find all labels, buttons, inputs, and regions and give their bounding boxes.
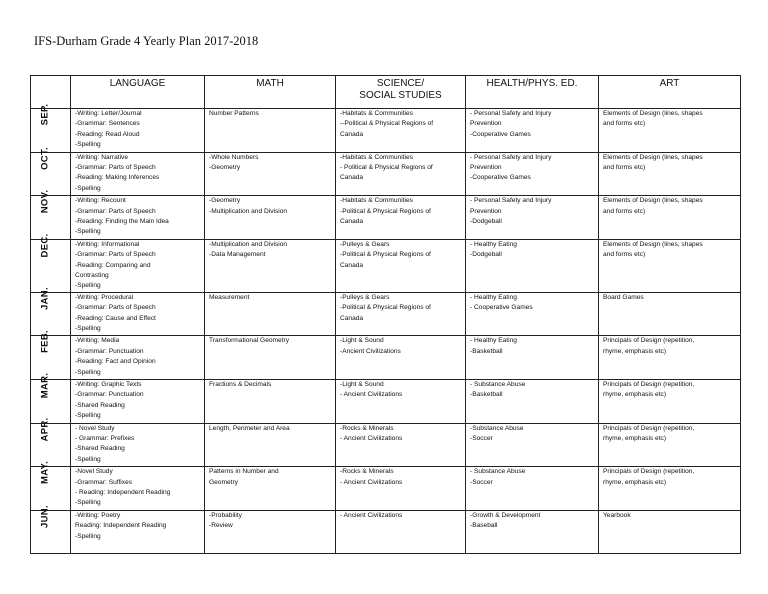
art-text: Elements of Design (lines, shapes and forms etc) <box>603 153 703 171</box>
language-cell <box>71 336 205 380</box>
language-text: -Writing: Letter/Journal -Grammar: Sentences -Reading: Read Aloud -Spelling <box>75 110 142 149</box>
art-cell <box>599 109 741 153</box>
month-cell <box>31 146 71 196</box>
month-cell <box>31 103 71 153</box>
month-cell <box>31 504 71 554</box>
language-cell <box>71 467 205 511</box>
art-text: Principals of Design (repetition, rhyme, emphasis etc) <box>603 337 695 355</box>
health-text: -Substance Abuse -Soccer <box>470 424 524 442</box>
art-text: Elements of Design (lines, shapes and forms etc) <box>603 110 703 128</box>
health-cell <box>466 196 599 240</box>
header-art: ART <box>599 76 741 109</box>
month-label: SEP. <box>39 103 51 126</box>
math-text: Transformational Geometry <box>209 337 290 345</box>
math-cell <box>205 109 336 153</box>
science-text: -Pulleys & Gears -Political & Physical Regions of Canada <box>340 240 431 269</box>
math-cell <box>205 196 336 240</box>
science-text: -Habitats & Communities -Political & Physical Regions of Canada <box>340 197 431 225</box>
month-label: OCT. <box>39 146 51 170</box>
art-cell <box>599 239 741 292</box>
art-cell <box>599 510 741 554</box>
language-text: -Writing: Poetry Reading: Independent Reading -Spelling <box>75 511 167 540</box>
art-cell <box>599 423 741 467</box>
language-text: -Writing: Procedural -Grammar: Parts of Speech -Reading: Cause and Effect -Spelling <box>75 293 156 333</box>
science-text: -Habitats & Communities --Political & Physical Regions of Canada <box>340 110 434 138</box>
art-cell <box>599 467 741 511</box>
month-label: APR. <box>39 417 51 442</box>
math-cell <box>205 336 336 380</box>
art-text: Board Games <box>603 293 644 301</box>
science-cell <box>336 239 466 292</box>
table-row <box>31 510 741 554</box>
math-text: Measurement <box>209 293 250 301</box>
language-text: -Writing: Narrative -Grammar: Parts of Speech -Reading: Making Inferences -Spelling <box>75 153 160 192</box>
table-row <box>31 152 741 196</box>
month-label: DEC. <box>39 233 51 258</box>
math-text: -Whole Numbers -Geometry <box>209 153 259 171</box>
table-row <box>31 109 741 153</box>
language-cell <box>71 196 205 240</box>
science-cell <box>336 336 466 380</box>
table-row <box>31 336 741 380</box>
science-text: -Rocks & Minerals - Ancient Civilizations <box>340 424 403 442</box>
math-text: -Multiplication and Division -Data Management <box>209 240 288 259</box>
science-cell <box>336 510 466 554</box>
math-cell <box>205 239 336 292</box>
art-cell <box>599 380 741 424</box>
math-cell <box>205 467 336 511</box>
math-text: -Geometry -Multiplication and Division <box>209 197 288 215</box>
language-text: -Writing: Graphic Texts -Grammar: Punctuation -Shared Reading -Spelling <box>75 381 144 420</box>
science-text: -Habitats & Communities - Political & Physical Regions of Canada <box>340 153 433 182</box>
math-text: Length, Perimeter and Area <box>209 424 290 432</box>
health-text: - Healthy Eating - Cooperative Games <box>470 293 533 312</box>
month-cell <box>31 286 71 336</box>
science-text: -Light & Sound - Ancient Civilizations <box>340 381 403 399</box>
health-text: - Personal Safety and Injury Prevention -Cooperative Games <box>470 153 552 182</box>
art-text: Elements of Design (lines, shapes and forms etc) <box>603 240 703 259</box>
health-cell <box>466 423 599 467</box>
health-cell <box>466 292 599 336</box>
language-cell <box>71 152 205 196</box>
math-text: Number Patterns <box>209 110 259 117</box>
language-cell <box>71 109 205 153</box>
language-cell <box>71 292 205 336</box>
art-cell <box>599 292 741 336</box>
language-cell <box>71 239 205 292</box>
health-text: - Substance Abuse -Soccer <box>470 468 526 486</box>
health-text: - Healthy Eating -Basketball <box>470 337 517 355</box>
language-text: -Writing: Media -Grammar: Punctuation -Reading: Fact and Opinion -Spelling <box>75 337 156 376</box>
language-text: -Novel Study -Grammar: Suffixes - Reading: Independent Reading -Spelling <box>75 468 171 507</box>
language-cell <box>71 423 205 467</box>
art-text: Principals of Design (repetition, rhyme, emphasis etc) <box>603 381 695 399</box>
header-science: SCIENCE/ SOCIAL STUDIES <box>336 76 466 109</box>
month-label: JAN. <box>39 286 51 310</box>
table-row <box>31 292 741 336</box>
month-cell <box>31 233 71 292</box>
math-text: -Probability -Review <box>209 511 242 530</box>
table-row <box>31 380 741 424</box>
language-text: -Writing: Informational -Grammar: Parts of Speech -Reading: Comparing and Contrasting -Spelling <box>75 240 156 290</box>
math-cell <box>205 510 336 554</box>
plan-body <box>31 103 741 554</box>
art-text: Elements of Design (lines, shapes and forms etc) <box>603 197 703 215</box>
month-label: JUN. <box>39 504 51 528</box>
month-label: FEB. <box>39 330 51 354</box>
health-cell <box>466 109 599 153</box>
math-text: Fractions & Decimals <box>209 381 272 388</box>
health-cell <box>466 510 599 554</box>
health-cell <box>466 380 599 424</box>
art-text: Principals of Design (repetition, rhyme, emphasis etc) <box>603 424 695 442</box>
health-cell <box>466 152 599 196</box>
art-text: Yearbook <box>603 511 631 519</box>
table-row <box>31 239 741 292</box>
month-label: MAR. <box>39 372 51 399</box>
math-cell <box>205 423 336 467</box>
month-cell <box>31 461 71 511</box>
science-text: - Ancient Civilizations <box>340 511 403 519</box>
art-cell <box>599 152 741 196</box>
health-cell <box>466 336 599 380</box>
month-cell <box>31 417 71 467</box>
table-row <box>31 423 741 467</box>
header-row <box>31 76 741 109</box>
art-text: Principals of Design (repetition, rhyme, emphasis etc) <box>603 468 695 486</box>
math-cell <box>205 380 336 424</box>
health-text: - Substance Abuse -Basketball <box>470 381 526 399</box>
math-cell <box>205 152 336 196</box>
health-cell <box>466 467 599 511</box>
table-row <box>31 196 741 240</box>
science-cell <box>336 467 466 511</box>
health-text: - Personal Safety and Injury Prevention -Cooperative Games <box>470 110 552 138</box>
math-text: Patterns in Number and Geometry <box>209 468 279 486</box>
math-cell <box>205 292 336 336</box>
science-text: -Light & Sound -Ancient Civilizations <box>340 337 401 355</box>
science-cell <box>336 423 466 467</box>
art-cell <box>599 196 741 240</box>
health-text: - Healthy Eating -Dodgeball <box>470 240 517 259</box>
header-month <box>31 76 71 109</box>
month-cell <box>31 372 71 424</box>
science-cell <box>336 152 466 196</box>
month-cell <box>31 189 71 240</box>
art-cell <box>599 336 741 380</box>
health-text: -Growth & Development -Baseball <box>470 511 541 530</box>
header-math: MATH <box>205 76 336 109</box>
header-language: LANGUAGE <box>71 76 205 109</box>
table-row <box>31 467 741 511</box>
yearly-plan-table <box>30 75 741 554</box>
header-health: HEALTH/PHYS. ED. <box>466 76 599 109</box>
document-title: IFS-Durham Grade 4 Yearly Plan 2017-2018 <box>34 34 259 48</box>
month-cell <box>31 330 71 380</box>
science-text: -Rocks & Minerals - Ancient Civilizations <box>340 468 403 486</box>
language-cell <box>71 510 205 554</box>
science-cell <box>336 109 466 153</box>
language-cell <box>71 380 205 424</box>
month-label: NOV. <box>39 189 51 214</box>
language-text: - Novel Study - Grammar: Prefixes -Shared Reading -Spelling <box>75 424 135 463</box>
science-cell <box>336 196 466 240</box>
science-cell <box>336 292 466 336</box>
science-cell <box>336 380 466 424</box>
science-text: -Pulleys & Gears -Political & Physical Regions of Canada <box>340 293 431 322</box>
month-label: MAY. <box>39 461 51 485</box>
health-text: - Personal Safety and Injury Prevention -Dodgeball <box>470 197 552 225</box>
language-text: -Writing: Recount -Grammar: Parts of Speech -Reading: Finding the Main Idea -Spelling <box>75 197 169 236</box>
health-cell <box>466 239 599 292</box>
